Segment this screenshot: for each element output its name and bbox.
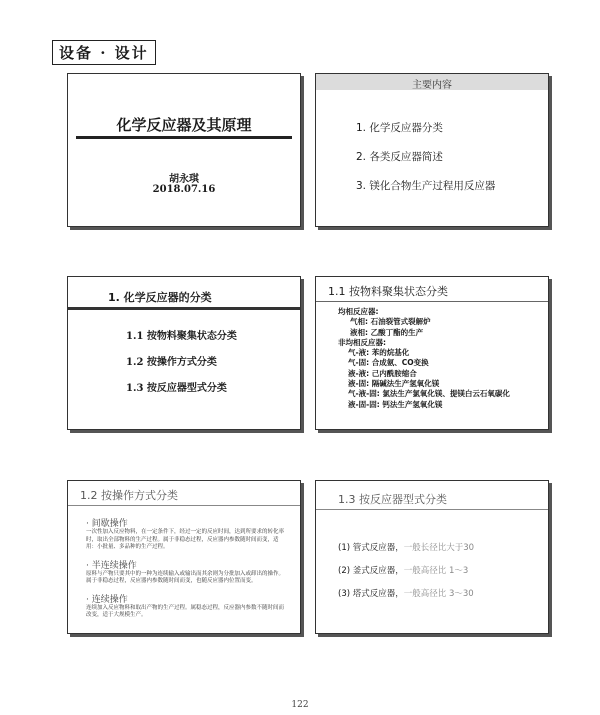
slide1-title: 化学反应器及其原理 [116,116,252,134]
list-item [338,564,474,576]
section-text: 原料与产物只要其中的一种为连续输入或输出而其余则为分批加入或卸出的操作。属于非稳态过程，反应器内参数随时间而变，也随反应器内位置而变。 [86,570,285,584]
slide1-rule [76,136,292,139]
slide1-date: 2018.07.16 [152,184,216,195]
slide6-list [338,541,474,610]
section-heading: · 连续操作 [86,594,128,605]
item-note: 一般高径比 1～3 [403,566,469,576]
slide4-rule [316,301,548,302]
list-item: 1.1 按物料聚集状态分类 [126,331,237,342]
item-note: 一般高径比 3～30 [403,589,474,599]
slide4-title: 1.1 按物料聚集状态分类 [328,285,448,298]
slide-operation-mode [67,480,301,634]
section-tag: 设备 · 设计 [52,40,156,65]
slide4-body [338,307,510,410]
slide5-rule [68,505,300,506]
list-item: 1.3 按反应器型式分类 [126,383,227,394]
toc-item: 1. 化学反应器分类 [356,122,443,134]
slide3-list [126,327,237,405]
slide3-title: 1. 化学反应器的分类 [108,291,212,304]
item-note: 一般长径比大于30 [403,543,475,553]
list-item: 1.2 按操作方式分类 [126,357,217,368]
list-item [338,541,474,553]
section-text: 一次性加入反应物料，在一定条件下，经过一定的反应时间，达到所要求的转化率时，取出全部物料的生产过程。属于非稳态过程，反应器内参数随时间而变，适用：小批量、多品种的生产过程。 [86,529,285,550]
item-label: (2) 釜式反应器， [338,566,404,576]
slide6-title: 1.3 按反应器型式分类 [338,493,447,506]
list-item: 气-液-固: 氯法生产氯氧化镁、提镁白云石氧碳化 [348,389,510,399]
list-item: 气-固: 合成氨、CO变换 [348,358,429,368]
slide-contents [315,73,549,227]
item-label: (3) 塔式反应器， [338,589,404,599]
list-item: 气相: 石油裂管式裂解炉 [350,317,431,327]
slide6-rule [316,509,548,510]
homogeneous-label: 均相反应器: [338,307,379,316]
toc-item: 2. 各类反应器简述 [356,151,443,163]
list-item [338,587,474,599]
list-item: 液相: 乙酸丁酯的生产 [350,327,424,337]
item-label: (1) 管式反应器， [338,543,404,553]
slide-phase-classification [315,276,549,430]
slide5-body [86,513,284,626]
list-item: 液-固: 隔碱法生产氢氧化镁 [348,379,440,389]
section-heading: · 半连续操作 [86,560,137,571]
slide-classification [67,276,301,430]
slide2-heading: 主要内容 [412,80,452,91]
page-number: 122 [291,700,309,710]
slide-reactor-type [315,480,549,634]
list-item: 液-固-固: 钙法生产氢氧化镁 [348,399,443,409]
slide-title [67,73,301,227]
slide5-title: 1.2 按操作方式分类 [80,489,178,502]
toc-item: 3. 镁化合物生产过程用反应器 [356,180,496,192]
heterogeneous-label: 非均相反应器: [338,337,386,347]
section-heading: · 间歇操作 [86,519,128,529]
list-item: 液-液: 己内酰胺缩合 [348,368,417,378]
slide1-author: 胡永琪 [169,174,199,185]
slide2-toc [356,120,495,207]
slide3-rule [68,307,300,310]
list-item: 气-液: 苯的烷基化 [348,348,410,358]
section-text: 连续加入反应物料和取出产物的生产过程。属稳态过程，反应器内参数不随时间而改变，适于大规模生产。 [86,604,285,618]
